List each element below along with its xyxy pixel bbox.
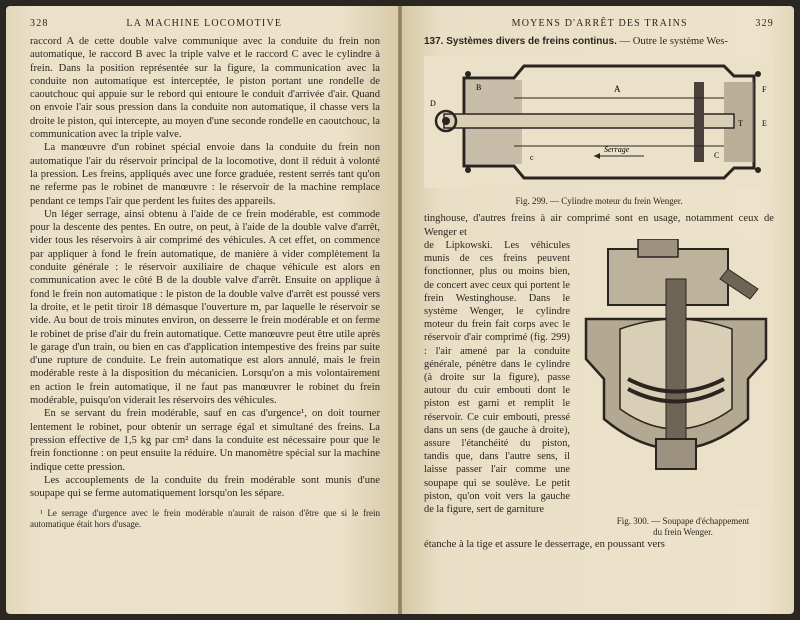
left-paragraph-3: Un léger serrage, ainsi obtenu à l'aide de ce frein modérable, est commode pour la descente des pentes. En outre, on peut, à l'aide de la double valve d'arrêt, vider tous les réservoirs à air comprimé des véhicules. A cet effet, on commence par appliquer à fond le frein automatique, de manière à vider complètement la conduite générale : le réservoir auxiliaire de chaque véhicule est alors en communication avec le côté B de la double valve d'arrêt. Ensuite on applique à fond le frein non automatique : le piston de la double valve d'arrêt est poussé vers la droite, et le petit tiroir 18 démasque l'ouverture m, par laquelle le réservoir se vide. Au bout de trois minutes environ, on desserre le frein modérable et on ferme le robinet de prise d'air du frein automatique. Cette manœuvre peut être utile après le garage d'un train, ou bien en cas d'application intempestive des freins par suite d'une rupture de conduite. Le frein automatique est alors annulé, mais le frein modérable reste à la disposition du mécanicien. Lorsqu'on a mis volontairement en action le frein automatique, il ne faut pas manœuvrer le robinet du frein modérable, puisqu'on viderait les réservoirs des véhicules. xyxy=(30,208,380,407)
figure-299-caption: Fig. 299. — Cylindre moteur du frein Wenger. xyxy=(515,196,683,207)
left-page xyxy=(6,6,398,614)
fig1-label-e: E xyxy=(762,119,767,129)
fig1-label-c-small: c xyxy=(530,153,534,163)
fig1-label-a: A xyxy=(614,84,621,95)
figure-300-caption-line-2: du frein Wenger. xyxy=(653,527,713,538)
left-footnote: ¹ Le serrage d'urgence avec le frein modérable n'aurait de raison d'être que si le frein automatique était hors d'usage. xyxy=(30,508,380,530)
figure-299-cylinder-diagram xyxy=(424,56,774,188)
section-intro xyxy=(424,35,774,48)
fig1-label-serrage: Serrage xyxy=(604,145,630,155)
left-paragraph-1: raccord A de cette double valve communique avec la conduite du frein non automatique, le raccord B avec la triple valve et le raccord C avec le cylindre à frein. Dans la position représentée sur la figure, la communication avec la conduite non automatique est interceptée, le piston portant une rondelle de caoutchouc qui appuie sur le rebord qui entoure le conduit d'arrivée d'air. Quand on envoie l'air sous pression dans la conduite non automatique, il chasse vers la droite le piston, qui intercepte, au moyen d'une seconde rondelle en caoutchouc, la communication avec la triple valve. xyxy=(30,36,380,141)
figure-300-valve-diagram xyxy=(578,239,774,509)
left-paragraph-2: La manœuvre d'un robinet spécial envoie dans la conduite du frein non automatique l'air du réservoir principal de la locomotive, dont il réduit à volonté la pression. Les freins, appliqués avec une force graduée, restent serrés tant qu'on ne referme pas le robinet de manœuvre : le réservoir de la machine remplace pendant ce temps l'air que perdent les fuites des appareils. xyxy=(30,142,380,207)
right-page-number: 329 xyxy=(755,18,774,29)
left-running-header xyxy=(30,18,380,29)
right-running-head: MOYENS D'ARRÊT DES TRAINS xyxy=(511,18,688,29)
fig1-label-d: D xyxy=(430,99,436,109)
left-paragraph-4: En se servant du frein modérable, sauf en cas d'urgence¹, on doit tourner lentement le robinet, pour obtenir un serrage égal et simultané des freins. La pression effective de 1,5 kg par cm² dans la conduite est nécessaire pour que le frein fonctionne : on peut ensuite la réduire. Un manomètre spécial sur la machine indique cette pression. xyxy=(30,408,380,473)
section-heading: 137. Systèmes divers de freins continus. xyxy=(424,36,617,47)
right-column-text: de Lipkowski. Les véhicules munis de ces freins peuvent fonctionner, plus ou moins bien, de concert avec ceux qui portent le frein Westinghouse. Dans le système Wenger, le cylindre moteur du frein fait corps avec le réservoir d'air comprimé (fig. 299) : l'air amené par la conduite générale, pénètre dans le cylindre (à droite sur la figure), passe autour du cuir embouti dont le piston est garni et remplit le réservoir. Ce cuir embouti, pressé dans un sens (de gauche à droite), assure l'étanchéité du piston, tandis que, dans l'autre sens, il laisse passer l'air comme une soupape qui se soulève. Le petit piston, qu'on voit vers la gauche de la figure, sert de garniture xyxy=(424,239,570,515)
left-paragraph-5: Les accouplements de la conduite du frein modérable sont munis d'une soupape qui se ferme automatiquement lorsqu'on les sépare. xyxy=(30,474,380,500)
section-intro-tail: — Outre le système Wes- xyxy=(616,36,728,47)
figure-300-caption-line-1: Fig. 300. — Soupape d'échappement xyxy=(616,516,750,527)
right-page xyxy=(402,6,794,614)
fig1-label-b: B xyxy=(476,83,482,93)
left-page-number: 328 xyxy=(30,18,49,29)
right-running-header xyxy=(424,18,774,29)
fig1-label-f: F xyxy=(762,85,767,95)
right-text-after-fig: tinghouse, d'autres freins à air comprimé sont en usage, notamment ceux de Wenger et xyxy=(424,213,774,238)
left-running-head: LA MACHINE LOCOMOTIVE xyxy=(126,18,283,29)
fig1-label-t: T xyxy=(738,119,743,129)
fig1-label-c: C xyxy=(714,151,720,161)
right-last-line: étanche à la tige et assure le desserrage, en poussant vers xyxy=(424,539,665,551)
